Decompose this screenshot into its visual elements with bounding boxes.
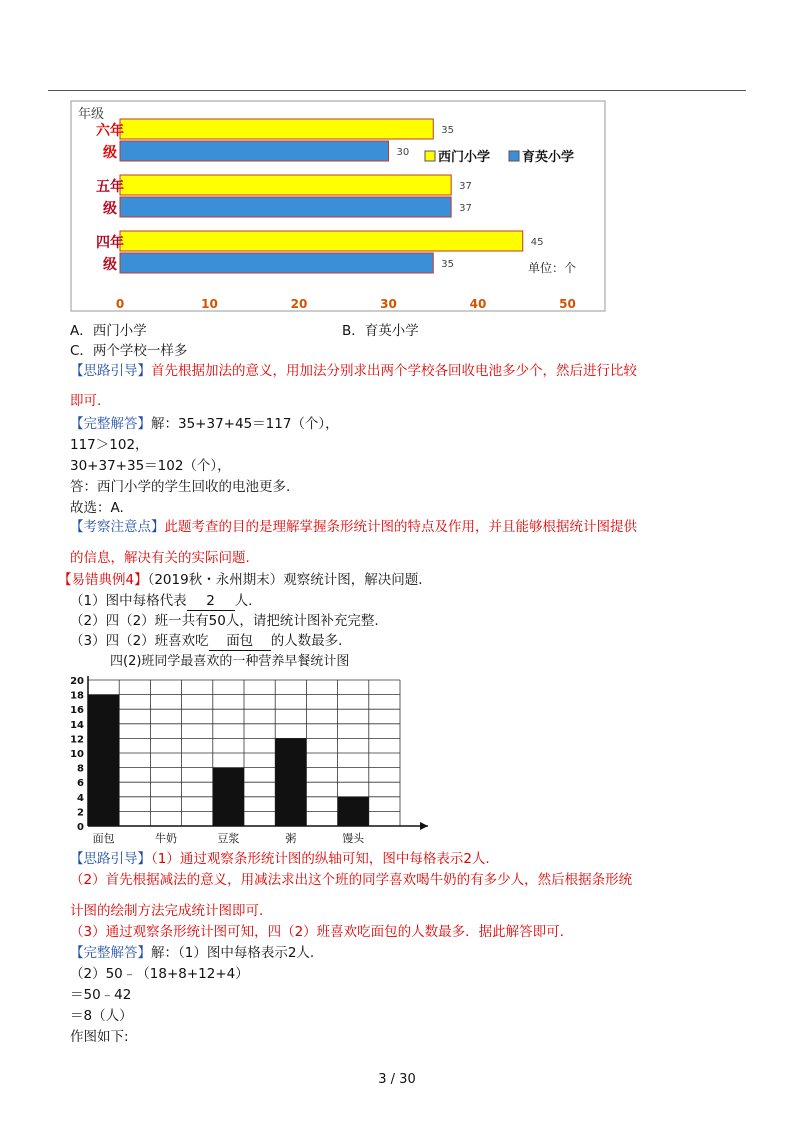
solution-2-line2: （2）50﹣（18+8+12+4） (70, 966, 249, 982)
x-category-label: 馒头 (342, 832, 365, 845)
question-2: （2）四（2）班一共有50人，请把统计图补充完整. (70, 613, 379, 629)
x-category-label: 牛奶 (155, 832, 177, 845)
solution-1-line2: 117＞102， (70, 437, 149, 453)
bar-value-label: 37 (459, 203, 472, 214)
option-b[interactable]: B．育英小学 (342, 323, 419, 339)
category-label: 四年 (96, 235, 124, 251)
category-label-cont: 级 (103, 145, 117, 161)
y-tick-label: 12 (70, 734, 84, 746)
analysis-1 (70, 362, 637, 380)
question-1-suffix: 人. (234, 593, 253, 609)
option-a[interactable]: A．西门小学 (70, 323, 147, 339)
solution-1-line5: 故选：A. (70, 500, 124, 516)
note-1-cont: 的信息，解决有关的实际问题. (70, 550, 250, 566)
analysis-2-text: （1）通过观察条形统计图的纵轴可知，图中每格表示2人. (151, 851, 490, 867)
legend-swatch (425, 151, 435, 161)
analysis-2-line3: 计图的绘制方法完成统计图即可. (70, 903, 264, 919)
page-number: 3 / 30 (378, 1072, 416, 1087)
y-tick-label: 18 (70, 690, 84, 702)
analysis-text: 首先根据加法的意义，用加法分别求出两个学校各回收电池多少个，然后进行比较 (151, 363, 637, 379)
analysis-2-line4: （3）通过观察条形统计图可知，四（2）班喜欢吃面包的人数最多．据此解答即可. (70, 924, 564, 940)
category-label-cont: 级 (103, 257, 117, 273)
solution-2-line5: 作图如下: (70, 1029, 129, 1045)
bar (275, 738, 306, 826)
legend-label: 西门小学 (438, 150, 491, 165)
bar (120, 231, 523, 251)
answer-blank-1[interactable]: 2 (187, 592, 235, 611)
bar (120, 197, 451, 217)
horizontal-bar-chart (70, 100, 610, 320)
solution-tag: 【完整解答】 (70, 416, 151, 432)
solution-2-tag: 【完整解答】 (70, 945, 151, 961)
solution-1-line4: 答：西门小学的学生回收的电池更多. (70, 479, 291, 495)
solution-1-line3: 30+37+35＝102（个）， (70, 458, 231, 474)
x-category-label: 豆浆 (217, 832, 240, 845)
bar-value-label: 35 (441, 125, 454, 136)
note-tag: 【考察注意点】 (70, 519, 165, 535)
bar-value-label: 35 (441, 259, 454, 270)
question-1-text: （1）图中每格代表 (70, 593, 187, 609)
bar (88, 695, 119, 826)
category-label: 五年 (96, 179, 124, 195)
analysis-tag: 【思路引导】 (70, 363, 151, 379)
bar (213, 768, 244, 826)
y-tick-label: 16 (70, 705, 84, 717)
question-3 (70, 632, 342, 651)
bar-value-label: 30 (396, 147, 410, 158)
example-4-heading (58, 571, 423, 589)
y-tick-label: 2 (77, 807, 84, 819)
solution-2-line3: ＝50﹣42 (70, 987, 132, 1003)
x-category-label: 面包 (92, 832, 115, 845)
category-label: 六年 (96, 123, 124, 139)
x-category-label: 粥 (285, 832, 297, 845)
bar (120, 253, 433, 273)
solution-2 (70, 944, 314, 962)
note-text: 此题考查的目的是理解掌握条形统计图的特点及作用，并且能够根据统计图提供 (164, 519, 637, 535)
y-tick-label: 6 (77, 778, 84, 790)
x-tick-label: 0 (115, 297, 125, 311)
bar-value-label: 45 (530, 237, 544, 248)
x-tick-label: 10 (201, 297, 218, 311)
example-text: （2019秋・永州期末）观察统计图，解决问题. (147, 572, 423, 588)
breakfast-bar-chart (60, 650, 440, 850)
question-3-suffix: 的人数最多. (270, 633, 343, 649)
unit-label: 单位：个 (528, 261, 577, 275)
question-3-text: （3）四（2）班喜欢吃 (70, 633, 209, 649)
solution-2-line4: ＝8（人） (70, 1008, 133, 1024)
analysis-1-cont: 即可. (70, 393, 102, 409)
bar (338, 797, 369, 826)
x-axis-arrow (420, 822, 428, 830)
question-1 (70, 592, 252, 611)
note-1 (70, 518, 637, 536)
y-tick-label: 4 (77, 792, 84, 804)
answer-blank-3[interactable]: 面包 (209, 632, 271, 651)
x-tick-label: 30 (380, 297, 397, 311)
x-tick-label: 40 (469, 297, 487, 311)
example-tag: 【易错典例4】 (58, 572, 148, 588)
y-tick-label: 14 (70, 719, 84, 731)
x-tick-label: 20 (290, 297, 308, 311)
bar (120, 141, 389, 161)
solution-1 (70, 415, 339, 433)
analysis-2-tag: 【思路引导】 (70, 851, 151, 867)
y-tick-label: 10 (70, 749, 84, 760)
analysis-2-line2: （2）首先根据减法的意义，用减法求出这个班的同学喜欢喝牛奶的有多少人，然后根据条形统 (70, 872, 633, 888)
option-c[interactable]: C．两个学校一样多 (70, 343, 188, 359)
y-tick-label: 0 (77, 822, 84, 833)
bar (120, 119, 433, 139)
bar-value-label: 37 (459, 181, 472, 192)
bar (120, 175, 451, 195)
y-tick-label: 20 (70, 676, 84, 687)
solution-2-text: 解：（1）图中每格表示2人. (151, 945, 315, 961)
solution-text: 解：35+37+45＝117（个）， (151, 416, 339, 432)
analysis-2 (70, 850, 490, 868)
y-tick-label: 8 (77, 763, 84, 775)
header-rule (48, 90, 746, 91)
legend-swatch (509, 151, 519, 161)
chart-title: 四(2)班同学最喜欢的一种营养早餐统计图 (110, 654, 350, 669)
y-axis-title: 年级 (78, 107, 105, 122)
category-label-cont: 级 (103, 201, 117, 217)
x-tick-label: 50 (559, 297, 576, 311)
legend-label: 育英小学 (522, 150, 575, 165)
